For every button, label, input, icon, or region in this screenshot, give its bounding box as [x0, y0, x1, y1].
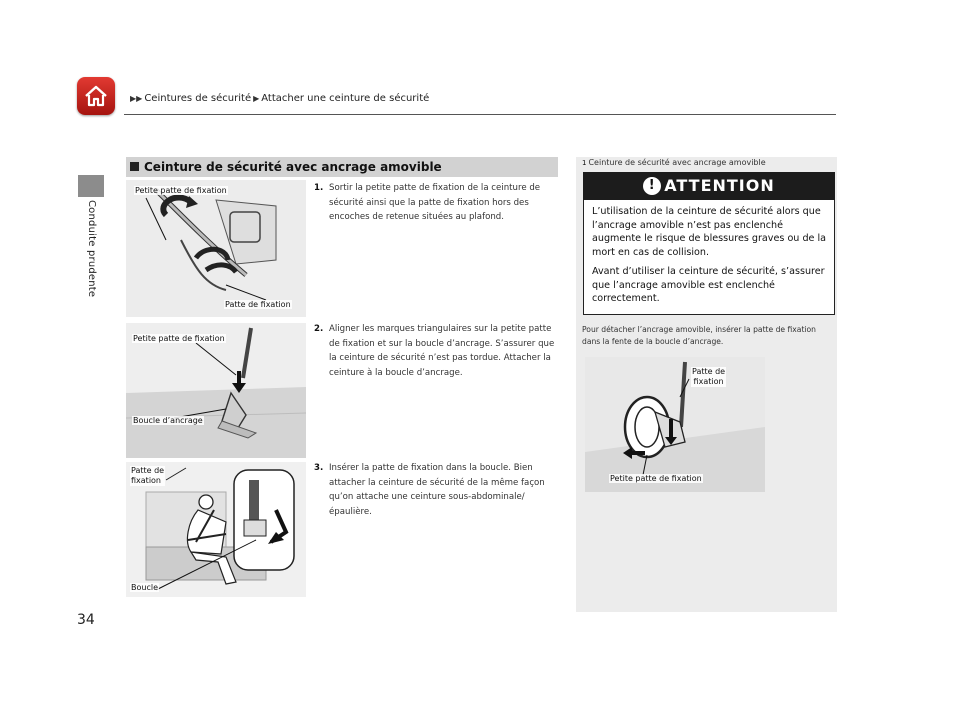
- figure-lap-shoulder-belt: [126, 462, 306, 597]
- step-1: [314, 181, 560, 225]
- figure-anchor-buckle: [126, 323, 306, 458]
- figure-label-line: Patte de: [131, 466, 165, 475]
- step-3: [314, 461, 560, 519]
- figure-label: [691, 367, 726, 387]
- breadcrumb-arrow-icon: ▶▶: [130, 94, 143, 103]
- section-title: Ceinture de sécurité avec ancrage amovible: [144, 160, 442, 174]
- breadcrumb-item-2[interactable]: Attacher une ceinture de sécurité: [261, 93, 430, 104]
- breadcrumb: [128, 93, 429, 104]
- figure-label-line: fixation: [693, 377, 724, 386]
- note-marker-icon: 1: [582, 159, 587, 167]
- step-2: [314, 322, 560, 380]
- figure-label: Petite patte de fixation: [610, 474, 702, 483]
- step-number: 3.: [314, 463, 324, 473]
- figure-label-line: Patte de: [692, 367, 726, 376]
- figure-label: Patte de fixation: [225, 300, 291, 309]
- breadcrumb-arrow-icon: ▶: [253, 94, 260, 103]
- step-text: Insérer la patte de fixation dans la boucle. Bien attacher la ceinture de sécurité de la même façon qu’on attache une ceinture sous-abdominale/ épaulière.: [329, 463, 545, 517]
- step-number: 2.: [314, 324, 324, 334]
- section-header: [126, 157, 558, 177]
- figure-label: Petite patte de fixation: [135, 186, 227, 195]
- step-number: 1.: [314, 183, 324, 193]
- figure-detach-anchor: [585, 357, 765, 492]
- figure-label: Boucle: [131, 583, 158, 592]
- figure-label: Petite patte de fixation: [133, 334, 225, 343]
- warning-text-2: Avant d’utiliser la ceinture de sécurité, s’assurer que l’ancrage amovible est enclenché correctement.: [592, 266, 825, 305]
- home-button[interactable]: [77, 77, 115, 115]
- step-text: Aligner les marques triangulaires sur la petite patte de fixation et sur la boucle d’ancrage. S’assurer que la ceinture de sécurité n’est pas tordue. Attacher la ceinture à la boucle d’ancrage.: [329, 324, 555, 378]
- warning-heading: ATTENTION: [664, 176, 775, 195]
- figure-label: Boucle d’ancrage: [133, 416, 203, 425]
- figure-label-line: fixation: [131, 476, 161, 485]
- warning-header: [583, 172, 835, 200]
- chapter-tab[interactable]: [78, 175, 104, 197]
- page-number: 34: [77, 612, 95, 628]
- home-icon: [77, 77, 115, 115]
- step-text: Sortir la petite patte de fixation de la ceinture de sécurité ainsi que la patte de fixation hors des encoches de retenue situées au plafond.: [329, 183, 541, 223]
- warning-text-1: L’utilisation de la ceinture de sécurité alors que l’ancrage amovible n’est pas enclenché augmente le risque de blessures graves ou de la mort en cas de collision.: [592, 206, 827, 259]
- section-square-icon: [130, 162, 139, 171]
- chapter-label: Conduite prudente: [86, 200, 97, 298]
- warning-icon: !: [643, 177, 661, 195]
- header-divider: [124, 114, 836, 115]
- figure-ceiling-anchor: [126, 180, 306, 317]
- side-note-text: Pour détacher l’ancrage amovible, insérer la patte de fixation dans la fente de la boucle d’ancrage.: [582, 325, 816, 346]
- figure-label: [130, 466, 165, 486]
- side-note-title: [582, 158, 766, 167]
- breadcrumb-item-1[interactable]: Ceintures de sécurité: [144, 93, 252, 104]
- side-note-title-text: Ceinture de sécurité avec ancrage amovible: [588, 158, 766, 167]
